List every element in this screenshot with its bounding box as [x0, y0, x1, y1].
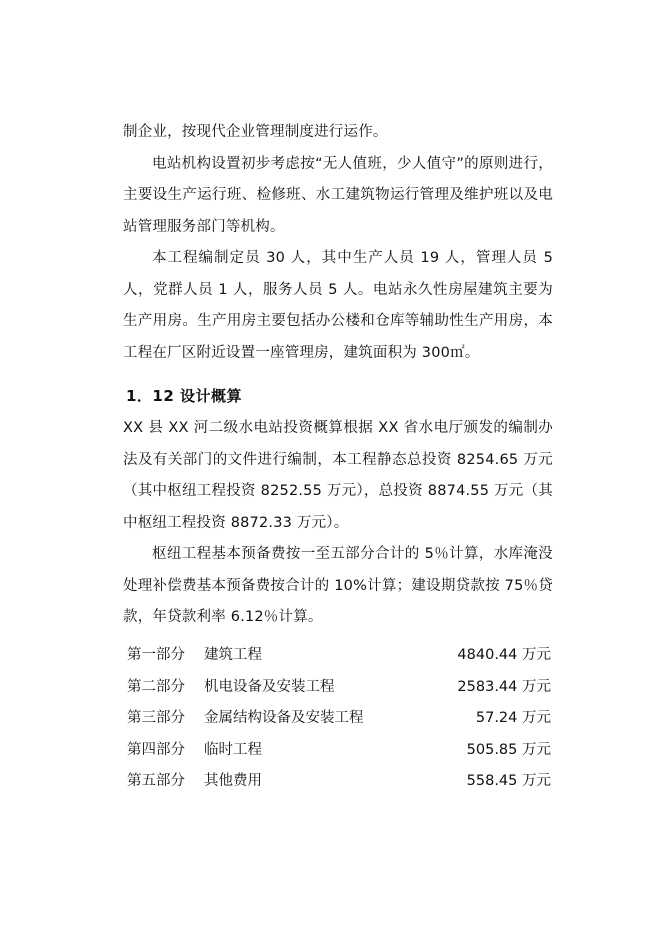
budget-part: 第三部分 — [127, 710, 185, 726]
budget-part: 第一部分 — [127, 647, 185, 663]
budget-amount: 558.45 万元 — [466, 773, 551, 789]
section-intro — [123, 117, 553, 369]
paragraph-organization: 电站机构设置初步考虑按“无人值班，少人值守”的原则进行，主要设生产运行班、检修班、水工建筑物运行管理及维护班以及电站管理服务部门等机构。 — [123, 155, 553, 235]
budget-item-name: 建筑工程 — [204, 647, 262, 663]
budget-table — [127, 640, 551, 798]
paragraph-staffing: 本工程编制定员 30 人，其中生产人员 19 人，管理人员 5 人，党群人员 1 人，服务人员 5 人。电站永久性房屋建筑主要为生产用房。生产用房主要包括办公楼和仓库等辅助性生产用房，本工程在厂区附近设置一座管理房，建筑面积为 300㎡。 — [123, 250, 553, 361]
budget-row — [127, 766, 551, 798]
budget-amount: 4840.44 万元 — [457, 647, 551, 663]
budget-amount: 2583.44 万元 — [457, 678, 551, 695]
section-heading: 1．12 设计概算 — [126, 387, 243, 405]
budget-item-name: 机电设备及安装工程 — [204, 678, 335, 695]
budget-part: 第四部分 — [127, 741, 185, 758]
budget-item-name: 临时工程 — [204, 741, 262, 758]
budget-part: 第五部分 — [127, 773, 185, 789]
budget-amount: 505.85 万元 — [466, 741, 551, 758]
paragraph-reserve-fees: 枢纽工程基本预备费按一至五部分合计的 5％计算，水库淹没处理补偿费基本预备费按合计的 10%计算；建设期贷款按 75％贷款，年贷款利率 6.12％计算。 — [123, 546, 553, 625]
section-budget — [123, 413, 553, 634]
budget-item-name: 其他费用 — [204, 773, 262, 789]
paragraph-budget-summary: XX 县 XX 河二级水电站投资概算根据 XX 省水电厅颁发的编制办法及有关部门的文件进行编制，本工程静态总投资 8254.65 万元（其中枢纽工程投资 8252.55 万元），总投资 8874.55 万元（其中枢纽工程投资 8872.33 万元）。 — [123, 420, 553, 531]
budget-row — [127, 640, 551, 672]
budget-part: 第二部分 — [127, 678, 185, 695]
budget-row — [127, 672, 551, 704]
paragraph-continuation: 制企业，按现代企业管理制度进行运作。 — [123, 124, 388, 140]
budget-item-name: 金属结构设备及安装工程 — [204, 710, 364, 726]
budget-amount: 57.24 万元 — [475, 710, 551, 726]
budget-row — [127, 703, 551, 735]
budget-row — [127, 735, 551, 767]
